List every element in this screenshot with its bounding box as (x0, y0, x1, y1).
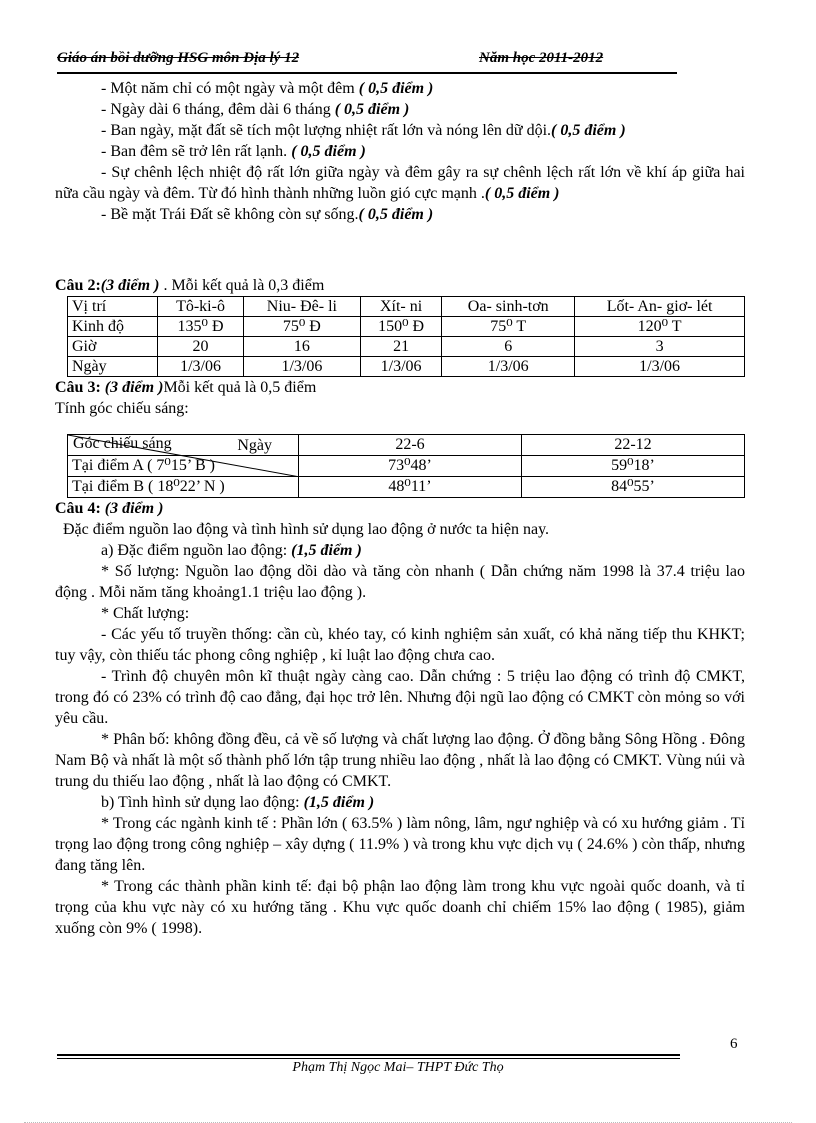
table-header-row: Vị trí Tô-ki-ô Niu- Đê- li Xít- ni Oa- sinh-tơn Lốt- An- giơ- lét (68, 297, 745, 317)
header-right: Năm học 2011-2012 (479, 50, 604, 66)
page-header (57, 50, 677, 74)
cau4-a-title: a) Đặc điểm nguồn lao động: (1,5 điểm ) (101, 542, 362, 559)
intro-item-1: - Một năm chỉ có một ngày và một đêm ( 0,5 điểm ) (101, 80, 434, 97)
intro-item-5: - Sự chênh lệch nhiệt độ rất lớn giữa ngày và đêm gây ra sự chênh lệch rất lớn về khí áp giữa hai nữa cầu ngày và đêm. Từ đó hình thành những luồn gió cực mạnh .( 0,5 điểm ) (55, 164, 745, 202)
page-number: 6 (730, 1036, 738, 1052)
cau3-table (67, 434, 745, 498)
cau2-heading: Câu 2:(3 điểm ) . Mỗi kết quả là 0,3 điểm (55, 277, 325, 294)
table-row: Tại điểm B ( 18⁰22’ N ) 48⁰11’ 84⁰55’ (68, 477, 745, 498)
intro-item-2: - Ngày dài 6 tháng, đêm dài 6 tháng ( 0,5 điểm ) (101, 101, 410, 118)
cau4-a3: - Các yếu tố truyền thống: cần cù, khéo tay, có kinh nghiệm sản xuất, có khả năng tiếp thu KHKT; tuy vậy, còn thiếu tác phong công nghiệp , kỉ luật lao động chưa cao. (55, 626, 745, 664)
cau4-b-title: b) Tình hình sử dụng lao động: (1,5 điểm ) (101, 794, 375, 811)
intro-item-6: - Bề mặt Trái Đất sẽ không còn sự sống.( 0,5 điểm ) (101, 206, 434, 223)
table-row: Giờ 20 16 21 6 3 (68, 337, 745, 357)
table-row: Ngày 1/3/06 1/3/06 1/3/06 1/3/06 1/3/06 (68, 357, 745, 377)
document-body (55, 78, 745, 939)
cau4-a2: * Chất lượng: (101, 605, 190, 622)
footer-rule (57, 1054, 680, 1056)
table-row: Kinh độ 135⁰ Đ 75⁰ Đ 150⁰ Đ 75⁰ T 120⁰ T (68, 317, 745, 337)
cau2-table (67, 296, 745, 377)
table-header-row: Ngày Góc chiếu sáng 22-6 22-12 (68, 435, 745, 456)
cau4-a1: * Số lượng: Nguồn lao động dồi dào và tăng còn nhanh ( Dẫn chứng năm 1998 là 37.4 triệu lao động . Mỗi năm tăng khoảng1.1 triệu lao động ). (55, 563, 745, 601)
intro-item-3: - Ban ngày, mặt đất sẽ tích một lượng nhiệt rất lớn và nóng lên dữ dội.( 0,5 điểm ) (101, 122, 626, 139)
cau4-b2: * Trong các thành phần kinh tế: đại bộ phận lao động làm trong khu vực ngoài quốc doanh, và tỉ trọng của khu vực này có xu hướng tăng . Khu vực quốc doanh chỉ chiếm 15% lao động ( 1985), giảm xuống còn 9% ( 1998). (55, 878, 745, 937)
footer-rule-thin (57, 1058, 680, 1059)
diagonal-header-cell: Ngày Góc chiếu sáng (68, 435, 299, 456)
cau4-a4: - Trình độ chuyên môn kĩ thuật ngày càng cao. Dẫn chứng : 5 triệu lao động có trình độ CMKT, trong đó có 23% có trình độ cao đẳng, đại học trở lên. Nhưng đội ngũ lao động có CMKT còn mỏng so với yêu cầu. (55, 668, 745, 727)
cau4-heading: Câu 4: (3 điểm ) (55, 500, 164, 517)
intro-list (55, 78, 745, 225)
cau4-b1: * Trong các ngành kinh tế : Phần lớn ( 63.5% ) làm nông, lâm, ngư nghiệp và có xu hướng giảm . Tỉ trọng lao động trong công nghiệp – xây dựng ( 11.9% ) và trong khu vực dịch vụ ( 24.6% ) còn thấp, nhưng đang tăng lên. (55, 815, 745, 874)
cau3-heading: Câu 3: (3 điểm )Mỗi kết quả là 0,5 điểm (55, 379, 317, 396)
cau4-a5: * Phân bố: không đồng đều, cả về số lượng và chất lượng lao động. Ở đồng bằng Sông Hồng . Đông Nam Bộ và nhất là một số thành phố lớn tập trung nhiều lao động , nhất là lao động có CMKT. Vùng núi và trung du thiếu lao động , nhất là lao động có CMKT. (55, 731, 745, 790)
cau4-intro: Đặc điểm nguồn lao động và tình hình sử dụng lao động ở nước ta hiện nay. (63, 521, 550, 538)
table-row: Tại điểm A ( 7⁰15’ B ) 73⁰48’ 59⁰18’ (68, 456, 745, 477)
header-left: Giáo án bồi dưỡng HSG môn Địa lý 12 (57, 50, 300, 66)
cau3-subtitle: Tính góc chiếu sáng: (55, 400, 189, 417)
intro-item-4: - Ban đêm sẽ trở lên rất lạnh. ( 0,5 điểm ) (101, 143, 366, 160)
page-footer: Phạm Thị Ngọc Mai– THPT Đức Thọ (292, 1060, 504, 1075)
